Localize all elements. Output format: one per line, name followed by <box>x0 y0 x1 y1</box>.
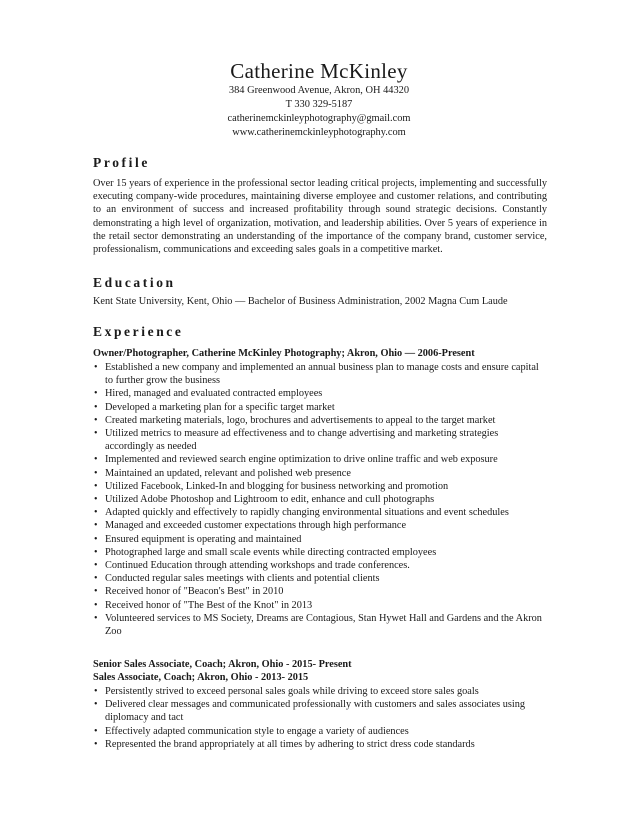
bullet-item: • Implemented and reviewed search engine optimization to drive online traffic and web exposure <box>93 453 545 466</box>
bullet-item: • Persistently strived to exceed personal sales goals while driving to exceed store sales goals <box>93 685 545 698</box>
bullet-item: • Hired, managed and evaluated contracted employees <box>93 387 545 400</box>
bullet-item: • Represented the brand appropriately at all times by adhering to strict dress code standards <box>93 738 545 751</box>
bullet-item: • Continued Education through attending workshops and trade conferences. <box>93 559 545 572</box>
phone: T 330 329-5187 <box>285 99 353 110</box>
profile-text: Over 15 years of experience in the professional sector leading critical projects, implementing and successfully executing company-wide procedures, maintaining diverse employee and customer relations, and contributing to an environment of success and increased profitability through sound strategic decisions. Constantly demonstrating a high level of organization, motivation, and leadership abilities. Over 5 years of experience in the retail sector demonstrating an understanding of the importance of the company brand, customer service, professionalism, communications and exceeding sales goals in a competitive market. <box>93 178 547 256</box>
bullet-item: • Received honor of "The Best of the Knot" in 2013 <box>93 599 545 612</box>
bullet-item: • Utilized Facebook, Linked-In and blogging for business networking and promotion <box>93 480 545 493</box>
bullet-item: • Developed a marketing plan for a specific target market <box>93 401 545 414</box>
job-title-sales: Sales Associate, Coach; Akron, Ohio - 2013- 2015 <box>93 672 309 683</box>
education-heading: Education <box>93 275 176 290</box>
bullet-item: • Delivered clear messages and communicated professionally with customers and sales associates using diplomacy and tact <box>93 698 545 724</box>
bullet-item: • Photographed large and small scale events while directing contracted employees <box>93 546 545 559</box>
email: catherinemckinleyphotography@gmail.com <box>227 113 411 124</box>
bullet-item: • Conducted regular sales meetings with clients and potential clients <box>93 572 545 585</box>
bullet-item: • Managed and exceeded customer expectations through high performance <box>93 519 545 532</box>
resume-header <box>0 58 638 140</box>
bullet-item: • Created marketing materials, logo, brochures and advertisements to appeal to the target market <box>93 414 545 427</box>
address: 384 Greenwood Avenue, Akron, OH 44320 <box>228 85 410 96</box>
job-bullets-owner <box>93 361 545 638</box>
bullet-item: • Ensured equipment is operating and maintained <box>93 533 545 546</box>
bullet-item: • Received honor of "Beacon's Best" in 2010 <box>93 585 545 598</box>
bullet-item: • Utilized metrics to measure ad effectiveness and to change advertising and marketing strategies accordingly as needed <box>93 427 545 453</box>
bullet-item: • Maintained an updated, relevant and polished web presence <box>93 467 545 480</box>
bullet-item: • Volunteered services to MS Society, Dreams are Contagious, Stan Hywet Hall and Gardens and the Akron Zoo <box>93 612 545 638</box>
education-entry: Kent State University, Kent, Ohio — Bachelor of Business Administration, 2002 Magna Cum Laude <box>93 296 508 307</box>
candidate-name: Catherine McKinley <box>230 59 408 83</box>
bullet-item: • Established a new company and implemented an annual business plan to manage costs and ensure capital to further grow the business <box>93 361 545 387</box>
website: www.catherinemckinleyphotography.com <box>232 127 406 138</box>
job-bullets-coach <box>93 685 545 751</box>
bullet-item: • Adapted quickly and effectively to rapidly changing environmental situations and event schedules <box>93 506 545 519</box>
bullet-item: • Effectively adapted communication style to engage a variety of audiences <box>93 725 545 738</box>
profile-heading: Profile <box>93 155 150 170</box>
job-title-senior-sales: Senior Sales Associate, Coach; Akron, Ohio - 2015- Present <box>93 659 352 670</box>
experience-heading: Experience <box>93 324 184 339</box>
bullet-item: • Utilized Adobe Photoshop and Lightroom to edit, enhance and cull photographs <box>93 493 545 506</box>
job-title-owner: Owner/Photographer, Catherine McKinley Photography; Akron, Ohio — 2006-Present <box>93 348 475 359</box>
